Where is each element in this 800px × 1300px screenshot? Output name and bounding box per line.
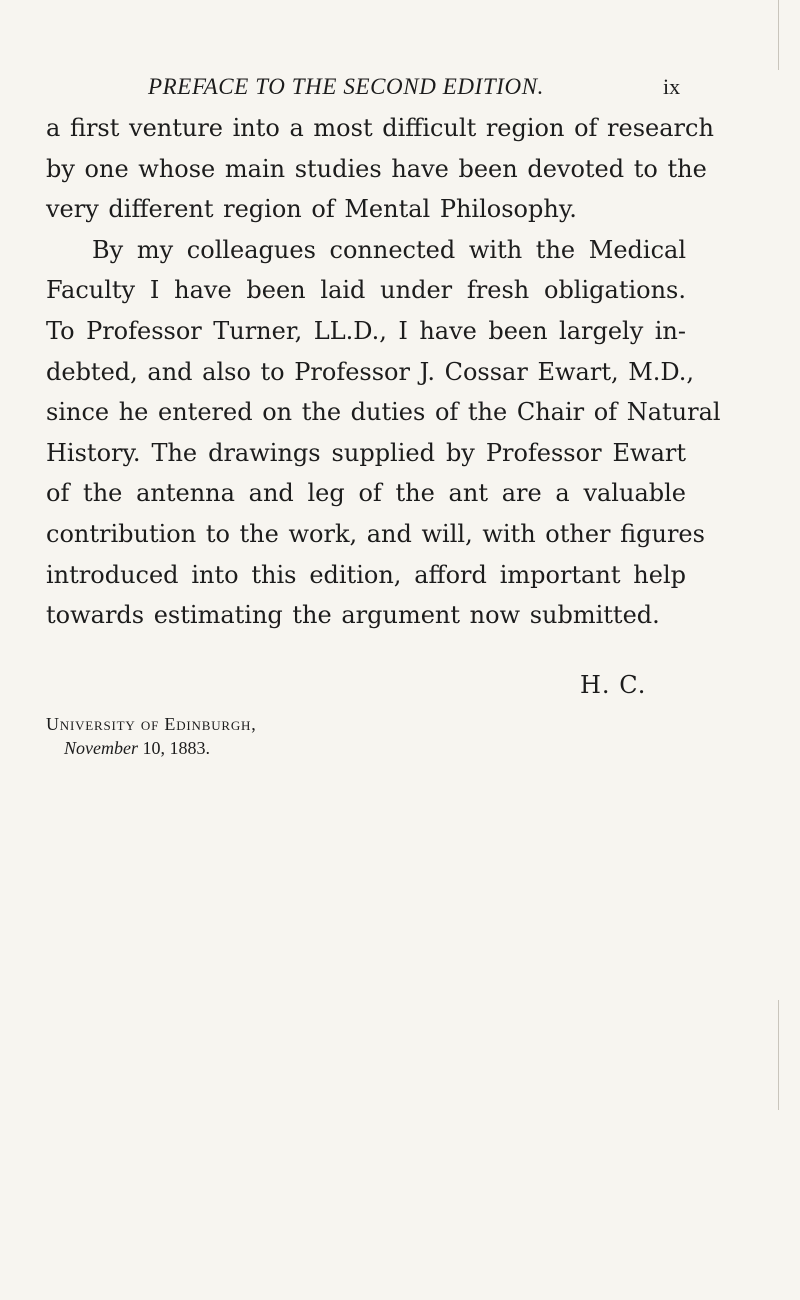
body-line: very different region of Mental Philosophy. — [46, 195, 577, 224]
date-month: November — [64, 738, 138, 758]
body-line: By my colleagues connected with the Medical — [92, 235, 686, 264]
body-line: debted, and also to Professor J. Cossar Ewart, M.D., — [46, 357, 695, 386]
body-line: contribution to the work, and will, with other figures — [46, 519, 705, 548]
page-edge-mark — [778, 1000, 779, 1110]
body-line: of the antenna and leg of the ant are a valuable — [46, 479, 686, 508]
running-title: PREFACE TO THE SECOND EDITION. — [148, 74, 545, 99]
body-line: introduced into this edition, afford important help — [46, 560, 686, 589]
body-line: towards estimating the argument now submitted. — [46, 601, 660, 630]
body-line: by one whose main studies have been devoted to the — [46, 154, 707, 183]
preface-body — [46, 108, 721, 636]
place-line: University of Edinburgh, — [46, 714, 257, 734]
body-line: To Professor Turner, LL.D., I have been largely in- — [46, 316, 686, 345]
date-line — [64, 738, 210, 759]
signature: H. C. — [580, 671, 647, 699]
running-head — [0, 74, 800, 104]
page-edge-mark — [778, 0, 779, 70]
body-line: since he entered on the duties of the Chair of Natural — [46, 398, 721, 427]
page-number: ix — [663, 74, 681, 99]
body-line: Faculty I have been laid under fresh obligations. — [46, 276, 686, 305]
body-line: History. The drawings supplied by Professor Ewart — [46, 438, 686, 467]
body-line: a first venture into a most difficult region of research — [46, 114, 714, 142]
date-rest: 10, 1883. — [137, 738, 210, 758]
